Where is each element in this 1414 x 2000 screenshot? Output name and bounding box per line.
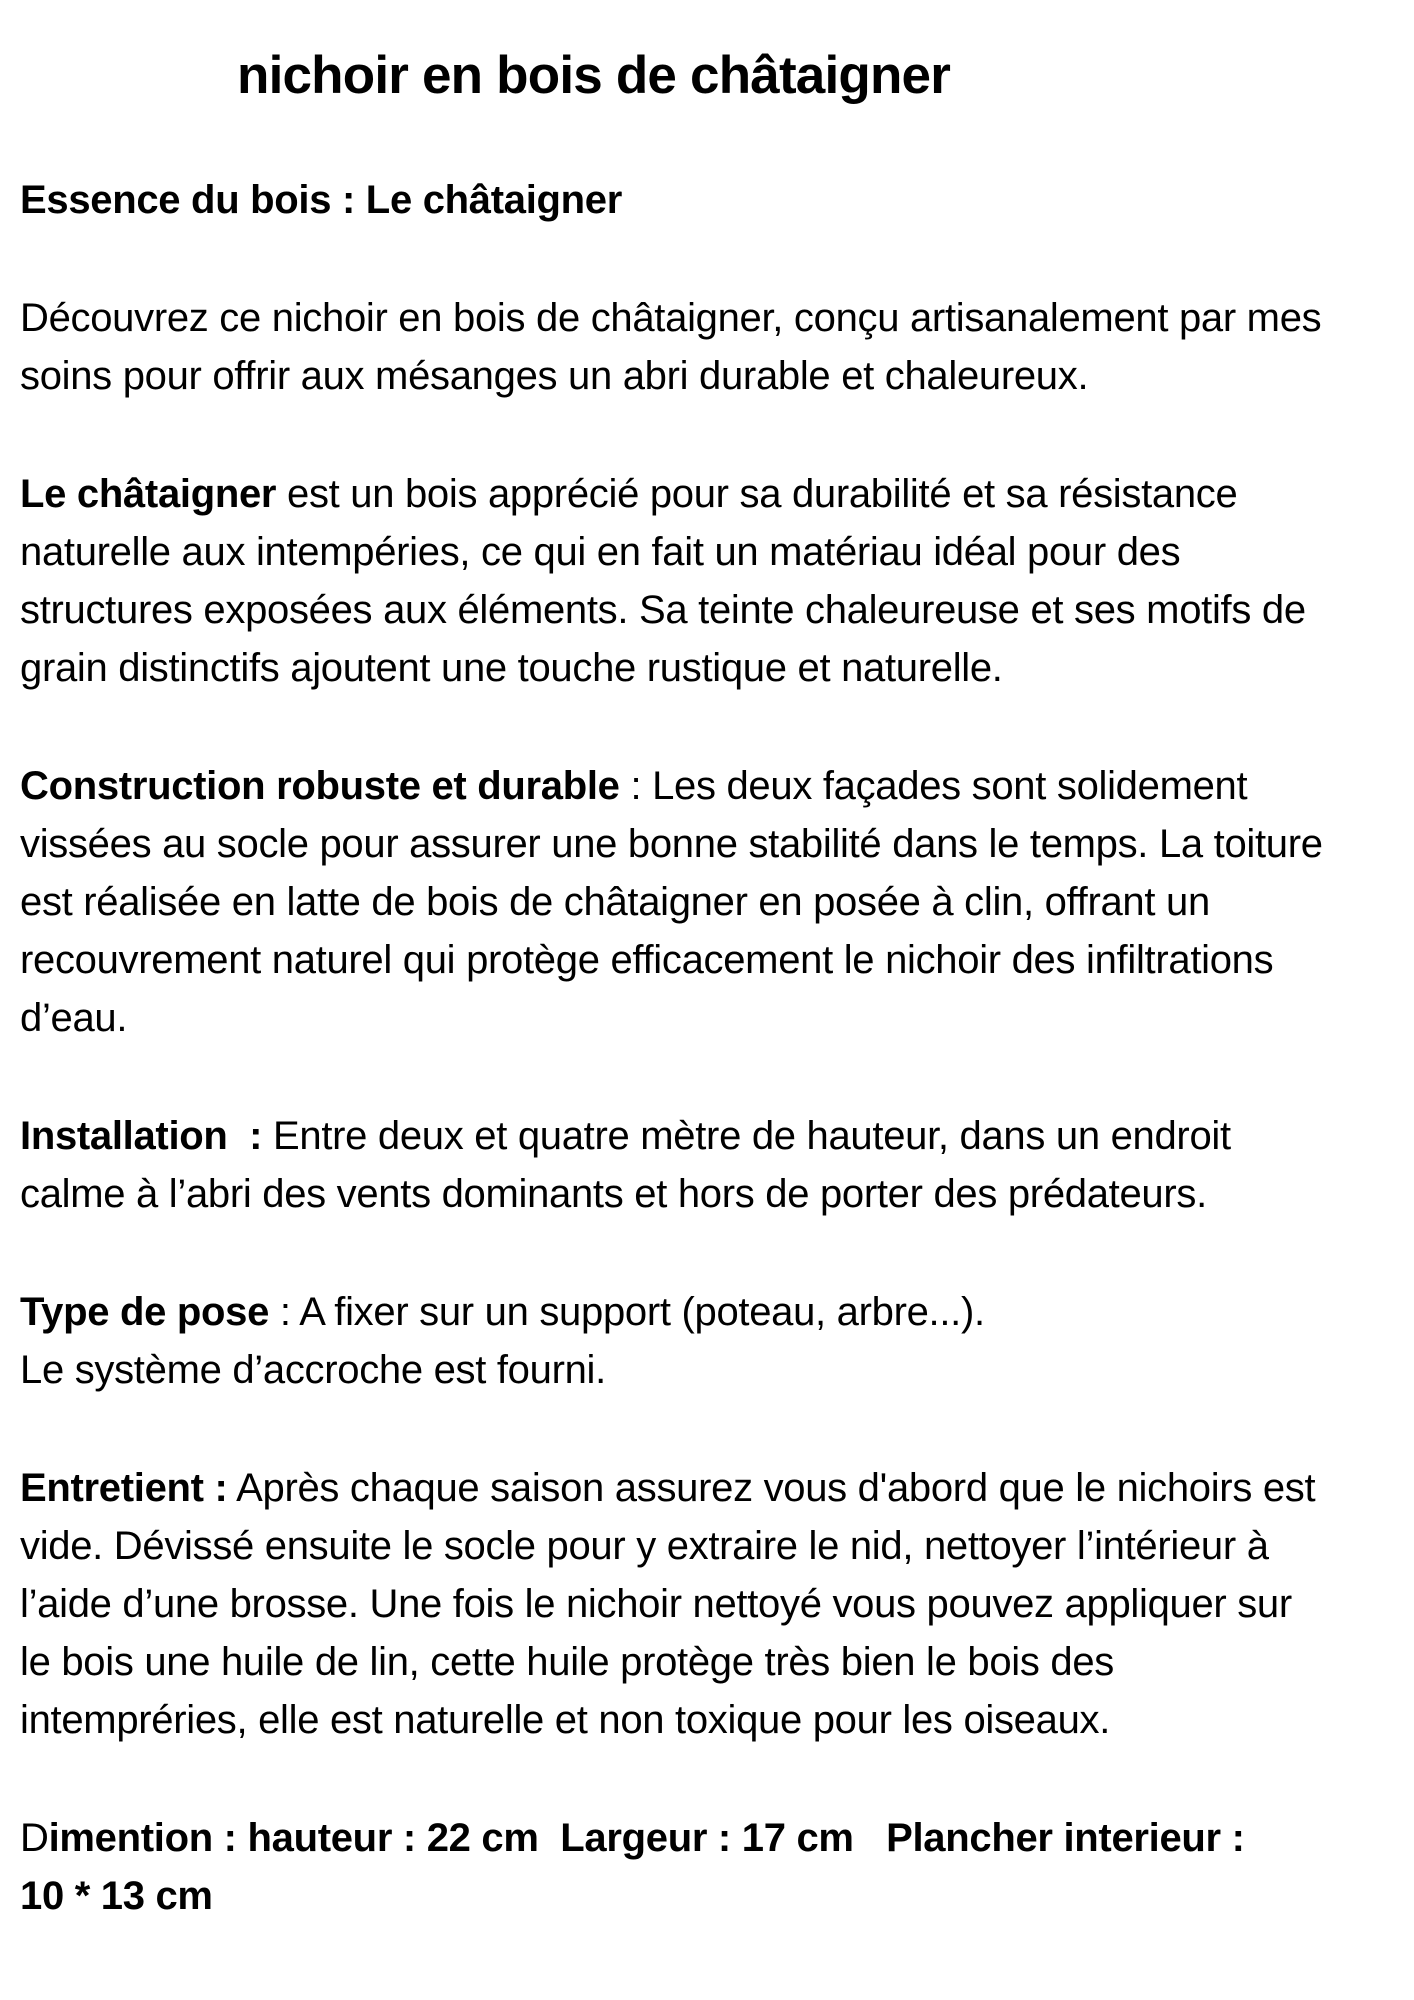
pose-line-2: Le système d’accroche est fourni. bbox=[20, 1348, 606, 1392]
dimensions-line-1-bold: imention : hauteur : 22 cm Largeur : 17 cm Plancher interieur : bbox=[48, 1816, 1245, 1860]
intro-paragraph bbox=[20, 289, 1396, 405]
construction-line-4: recouvrement naturel qui protège efficacement le nichoir des infiltrations bbox=[20, 938, 1274, 982]
wood-line-3: structures exposées aux éléments. Sa teinte chaleureuse et ses motifs de bbox=[20, 588, 1306, 632]
page-title: nichoir en bois de châtaigner bbox=[237, 46, 951, 105]
essence-heading-paragraph bbox=[20, 171, 1396, 229]
dimensions-line-1 bbox=[20, 1809, 1396, 1867]
installation-line-1 bbox=[20, 1107, 1396, 1165]
installation-line-1-rest: Entre deux et quatre mètre de hauteur, dans un endroit bbox=[262, 1114, 1231, 1158]
pose-line-1-rest: : A fixer sur un support (poteau, arbre...). bbox=[269, 1290, 985, 1334]
pose-line-1 bbox=[20, 1283, 1396, 1341]
wood-line-2: naturelle aux intempéries, ce qui en fait un matériau idéal pour des bbox=[20, 530, 1181, 574]
pose-lead-bold: Type de pose bbox=[20, 1290, 270, 1334]
intro-line-1: Découvrez ce nichoir en bois de châtaigner, conçu artisanalement par mes bbox=[20, 296, 1322, 340]
dimensions-line-2: 10 * 13 cm bbox=[20, 1874, 213, 1918]
entretien-line-5: intempréries, elle est naturelle et non toxique pour les oiseaux. bbox=[20, 1698, 1111, 1742]
entretien-paragraph bbox=[20, 1459, 1396, 1749]
construction-line-3: est réalisée en latte de bois de châtaigner en posée à clin, offrant un bbox=[20, 880, 1210, 924]
entretien-line-1-rest: Après chaque saison assurez vous d'abord que le nichoirs est bbox=[227, 1466, 1316, 1510]
intro-line-2: soins pour offrir aux mésanges un abri durable et chaleureux. bbox=[20, 354, 1089, 398]
construction-line-2: vissées au socle pour assurer une bonne stabilité dans le temps. La toiture bbox=[20, 822, 1323, 866]
construction-line-1 bbox=[20, 757, 1396, 815]
dimensions-paragraph bbox=[20, 1809, 1396, 1925]
wood-line-1 bbox=[20, 465, 1396, 523]
construction-paragraph bbox=[20, 757, 1396, 1047]
wood-lead-bold: Le châtaigner bbox=[20, 472, 277, 516]
entretien-line-3: l’aide d’une brosse. Une fois le nichoir nettoyé vous pouvez appliquer sur bbox=[20, 1582, 1292, 1626]
construction-lead-bold: Construction robuste et durable bbox=[20, 764, 620, 808]
construction-line-5: d’eau. bbox=[20, 996, 128, 1040]
installation-lead-bold: Installation : bbox=[20, 1114, 263, 1158]
installation-line-2: calme à l’abri des vents dominants et hors de porter des prédateurs. bbox=[20, 1172, 1207, 1216]
wood-paragraph bbox=[20, 465, 1396, 697]
entretien-line-4: le bois une huile de lin, cette huile protège très bien le bois des bbox=[20, 1640, 1114, 1684]
wood-line-4: grain distinctifs ajoutent une touche rustique et naturelle. bbox=[20, 646, 1003, 690]
entretien-line-2: vide. Dévissé ensuite le socle pour y extraire le nid, nettoyer l’intérieur à bbox=[20, 1524, 1269, 1568]
construction-line-1-rest: : Les deux façades sont solidement bbox=[619, 764, 1248, 808]
essence-heading: Essence du bois : Le châtaigner bbox=[20, 178, 622, 222]
installation-paragraph bbox=[20, 1107, 1396, 1223]
pose-paragraph bbox=[20, 1283, 1396, 1399]
wood-line-1-rest: est un bois apprécié pour sa durabilité et sa résistance bbox=[276, 472, 1238, 516]
entretien-line-1 bbox=[20, 1459, 1396, 1517]
dimensions-line-1-lead: D bbox=[20, 1816, 49, 1860]
entretien-lead-bold: Entretient : bbox=[20, 1466, 228, 1510]
